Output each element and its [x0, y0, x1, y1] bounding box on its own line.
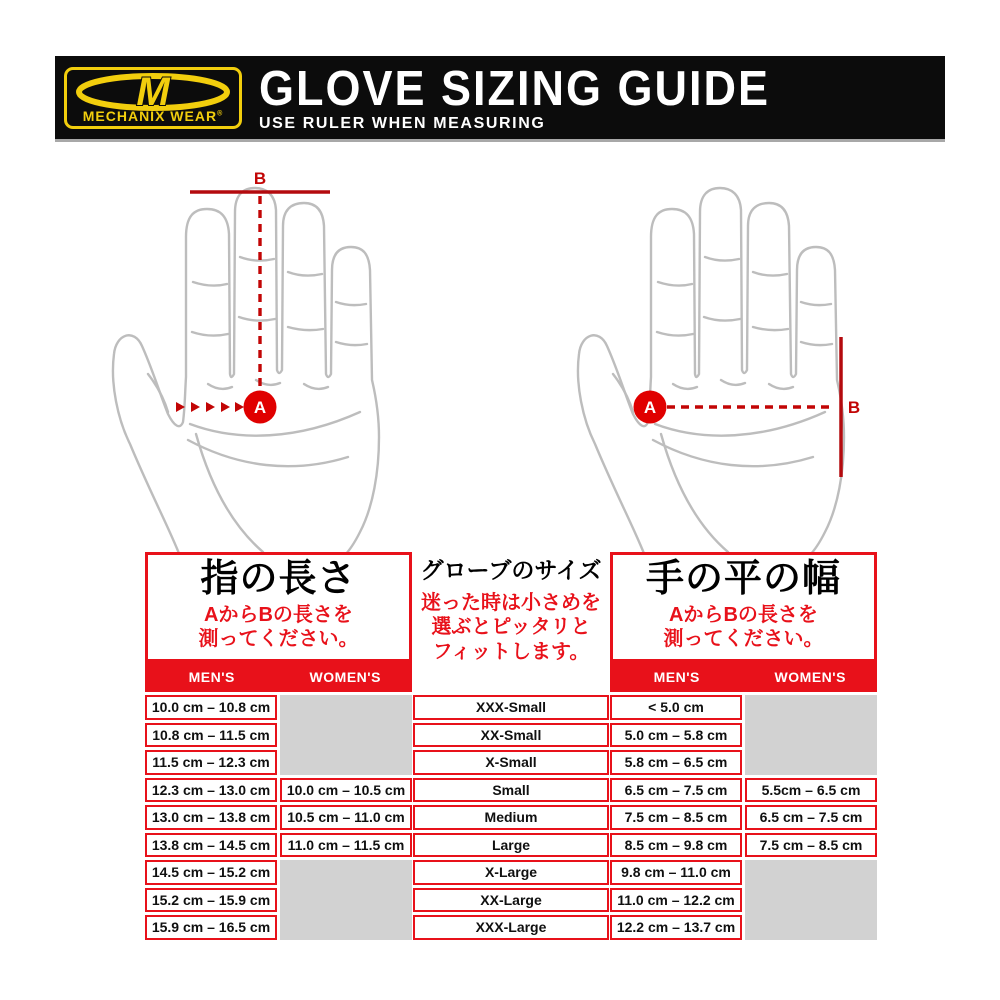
- table-cell: 5.5cm – 6.5 cm: [745, 778, 877, 803]
- table-cell: 12.2 cm – 13.7 cm: [610, 915, 742, 940]
- point-b-label: B: [847, 398, 861, 417]
- palm-width-hand-diagram: [573, 162, 863, 562]
- size-cell: X-Large: [413, 860, 609, 885]
- hand-outline: [113, 188, 379, 559]
- header-bar: [55, 56, 945, 142]
- finger-length-table: [145, 552, 412, 940]
- glove-size-title: グローブのサイズ: [420, 557, 602, 583]
- mechanix-m-emblem-icon: [73, 73, 233, 111]
- finger-length-hand-diagram: [108, 162, 398, 562]
- finger-table-header: [145, 552, 412, 662]
- finger-table-instruction: AからBの長さを 測ってください。: [198, 603, 359, 650]
- hand-outline: [578, 188, 844, 559]
- size-cell: XXX-Large: [413, 915, 609, 940]
- page-subtitle: USE RULER WHEN MEASURING: [259, 114, 546, 132]
- table-cell: 12.3 cm – 13.0 cm: [145, 778, 277, 803]
- table-cell: 15.9 cm – 16.5 cm: [145, 915, 277, 940]
- size-cell: Large: [413, 833, 609, 858]
- finger-table-title: 指の長さ: [200, 558, 357, 600]
- table-cell: 11.5 cm – 12.3 cm: [145, 750, 277, 775]
- palm-table-title: 手の平の幅: [645, 558, 841, 600]
- glove-size-column: [413, 552, 609, 940]
- palm-table-instruction: AからBの長さを 測ってください。: [663, 603, 824, 650]
- size-cell: Small: [413, 778, 609, 803]
- table-cell: 14.5 cm – 15.2 cm: [145, 860, 277, 885]
- registered-mark: ®: [217, 109, 224, 117]
- table-cell: 13.0 cm – 13.8 cm: [145, 805, 277, 830]
- table-cell: 6.5 cm – 7.5 cm: [745, 805, 877, 830]
- empty-cell-block: [745, 860, 877, 940]
- glove-size-header: [413, 552, 609, 692]
- palm-table-gender-bar: [610, 662, 877, 692]
- header-title-block: [259, 59, 771, 133]
- size-cell: Medium: [413, 805, 609, 830]
- size-cell: XX-Large: [413, 888, 609, 913]
- table-cell: 7.5 cm – 8.5 cm: [745, 833, 877, 858]
- table-cell: 5.0 cm – 5.8 cm: [610, 723, 742, 748]
- empty-cell-block: [280, 695, 412, 775]
- mens-column-header: MEN'S: [188, 669, 235, 685]
- finger-table-rows: [145, 695, 412, 940]
- table-cell: 11.0 cm – 11.5 cm: [280, 833, 412, 858]
- size-cell: X-Small: [413, 750, 609, 775]
- point-a-label: A: [643, 398, 657, 417]
- womens-column-header: WOMEN'S: [309, 669, 381, 685]
- womens-column-header: WOMEN'S: [774, 669, 846, 685]
- mens-column-header: MEN'S: [653, 669, 700, 685]
- table-cell: 11.0 cm – 12.2 cm: [610, 888, 742, 913]
- svg-text:M: M: [136, 72, 170, 111]
- palm-table-rows: [610, 695, 877, 940]
- table-cell: 10.8 cm – 11.5 cm: [145, 723, 277, 748]
- size-cell: XX-Small: [413, 723, 609, 748]
- palm-table-header: [610, 552, 877, 662]
- table-cell: 5.8 cm – 6.5 cm: [610, 750, 742, 775]
- table-cell: 10.5 cm – 11.0 cm: [280, 805, 412, 830]
- glove-size-rows: [413, 695, 609, 940]
- point-b-label: B: [253, 169, 267, 188]
- finger-table-gender-bar: [145, 662, 412, 692]
- table-cell: 10.0 cm – 10.8 cm: [145, 695, 277, 720]
- palm-width-table: [610, 552, 877, 940]
- table-cell: 8.5 cm – 9.8 cm: [610, 833, 742, 858]
- table-cell: 15.2 cm – 15.9 cm: [145, 888, 277, 913]
- mechanix-wear-logo: [64, 67, 242, 129]
- table-cell: 10.0 cm – 10.5 cm: [280, 778, 412, 803]
- table-cell: 13.8 cm – 14.5 cm: [145, 833, 277, 858]
- table-cell: 7.5 cm – 8.5 cm: [610, 805, 742, 830]
- empty-cell-block: [745, 695, 877, 775]
- empty-cell-block: [280, 860, 412, 940]
- glove-size-note: 迷った時は小さめを 選ぶとピッタリと フィットします。: [421, 591, 601, 663]
- table-cell: 9.8 cm – 11.0 cm: [610, 860, 742, 885]
- table-cell: < 5.0 cm: [610, 695, 742, 720]
- logo-brand-text: MECHANIX WEAR®: [82, 107, 224, 124]
- point-a-label: A: [253, 398, 267, 417]
- page-title: GLOVE SIZING GUIDE: [259, 59, 771, 116]
- size-cell: XXX-Small: [413, 695, 609, 720]
- table-cell: 6.5 cm – 7.5 cm: [610, 778, 742, 803]
